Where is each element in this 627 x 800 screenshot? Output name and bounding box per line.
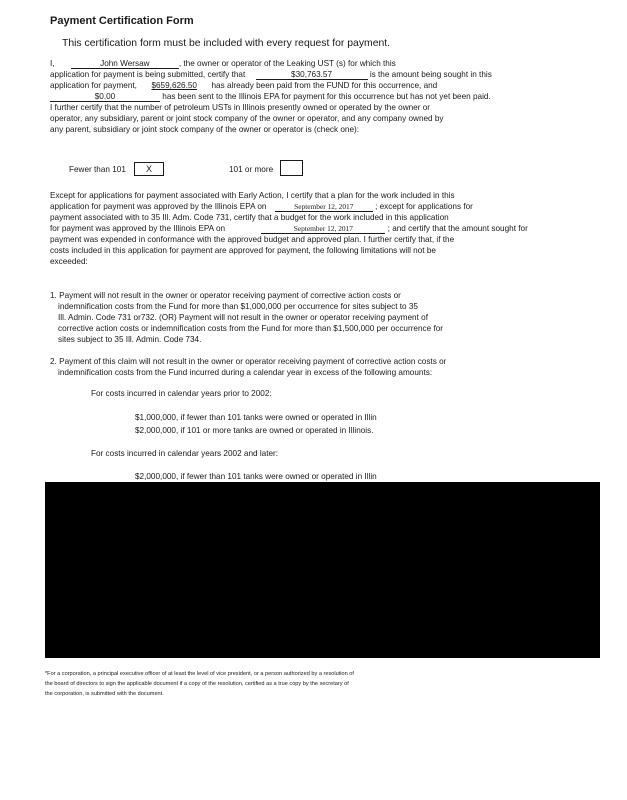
item-1-line-4: corrective action costs or indemnification costs from the Fund for more than $1,500,000 per occurrence for	[58, 324, 444, 333]
plan-line-4: for payment was approved by the Illinois EPA on September 12, 2017 ; and certify that the amount sought for	[50, 224, 528, 233]
101-or-more-checkbox[interactable]	[280, 160, 303, 176]
amount-pending-field[interactable]: $0.00	[50, 92, 160, 102]
fewer-than-101-label: Fewer than 101	[69, 165, 126, 174]
101-or-more-label: 101 or more	[229, 165, 274, 174]
plan-line-3: payment associated with to 35 Ill. Adm. Code 731, certify that a budget for the work included in this application	[50, 213, 449, 222]
plan-line-2: application for payment was approved by the Illinois EPA on September 12, 2017 ; except for applications for	[50, 202, 473, 211]
item-1-line-3: Ill. Admin. Code 731 or732. (OR) Payment will not result in the owner or operator receiving payment of	[58, 313, 428, 322]
cert-line-1: I, John Wersaw , the owner or operator of the Leaking UST (s) for which this	[50, 59, 396, 68]
pre-2002-limit-a: $1,000,000, if fewer than 101 tanks were owned or operated in Illin	[135, 413, 377, 422]
cert-line-6: operator, any subsidiary, parent or joint stock company of the owner or operator, and any company owned by	[50, 114, 444, 123]
plan-line-7: exceeded:	[50, 257, 88, 266]
amount-paid-field[interactable]: $659,626.50	[151, 81, 197, 90]
footnote-line-2: the board of directors to sign the applicable document if a copy of the resolution, certified as a true copy by the secretary of	[45, 681, 349, 687]
footnote-line-3: the corporation, is submitted with the document.	[45, 691, 164, 697]
cert-line-5: I further certify that the number of petroleum USTs in Illinois presently owned or operated by the owner or	[50, 103, 430, 112]
item-2-line-2: indemnification costs from the Fund incurred during a calendar year in excess of the following amounts:	[58, 368, 433, 377]
item-1-line-5: sites subject to 35 Ill. Admin. Code 734.	[58, 335, 202, 344]
footnote-line-1: *For a corporation, a principal executive officer of at least the level of vice president, or a person authorized by a resolution of	[45, 671, 354, 677]
post-2002-limit-a: $2,000,000, if fewer than 101 tanks were owned or operated in Illin	[135, 472, 377, 481]
item-2-line-1: 2. Payment of this claim will not result in the owner or operator receiving payment of corrective action costs or	[50, 357, 447, 366]
cert-line-3: application for payment, $659,626.50 has already been paid from the FUND for this occurrence, and	[50, 81, 438, 90]
form-intro: This certification form must be included with every request for payment.	[62, 38, 391, 49]
cert-line-4: $0.00 has been sent to the Illinois EPA for payment for this occurrence but has not yet been paid.	[50, 91, 491, 102]
plan-approval-date-field[interactable]: September 12, 2017	[275, 202, 373, 212]
post-2002-heading: For costs incurred in calendar years 2002 and later:	[91, 449, 279, 458]
redaction-block	[45, 482, 600, 658]
fewer-than-101-checkbox[interactable]: X	[134, 162, 164, 176]
pre-2002-limit-b: $2,000,000, if 101 or more tanks are owned or operated in Illinois.	[135, 426, 374, 435]
owner-name-field[interactable]: John Wersaw	[71, 59, 179, 69]
cert-line-7: any parent, subsidiary or joint stock company of the owner or operator is (check one):	[50, 125, 360, 134]
plan-line-5: payment was expended in conformance with the approved budget and approved plan. I further certify that, if the	[50, 235, 455, 244]
cert-line-2: application for payment is being submitted, certify that $30,763.57 is the amount being sought in this	[50, 70, 492, 79]
pre-2002-heading: For costs incurred in calendar years prior to 2002:	[91, 389, 272, 398]
amount-sought-field[interactable]: $30,763.57	[256, 70, 368, 80]
footnote	[45, 669, 354, 699]
plan-line-6: costs included in this application for payment are approved for payment, the following limitations will not be	[50, 246, 436, 255]
plan-line-1: Except for applications for payment associated with Early Action, I certify that a plan for the work included in this	[50, 191, 455, 200]
item-1-line-2: indemnification costs from the Fund for more than $1,000,000 per occurrence for sites subject to 35	[58, 302, 418, 311]
form-title: Payment Certification Form	[50, 15, 194, 27]
budget-approval-date-field[interactable]: September 12, 2017	[261, 224, 385, 234]
item-1-line-1: 1. Payment will not result in the owner or operator receiving payment of corrective action costs or	[50, 291, 401, 300]
